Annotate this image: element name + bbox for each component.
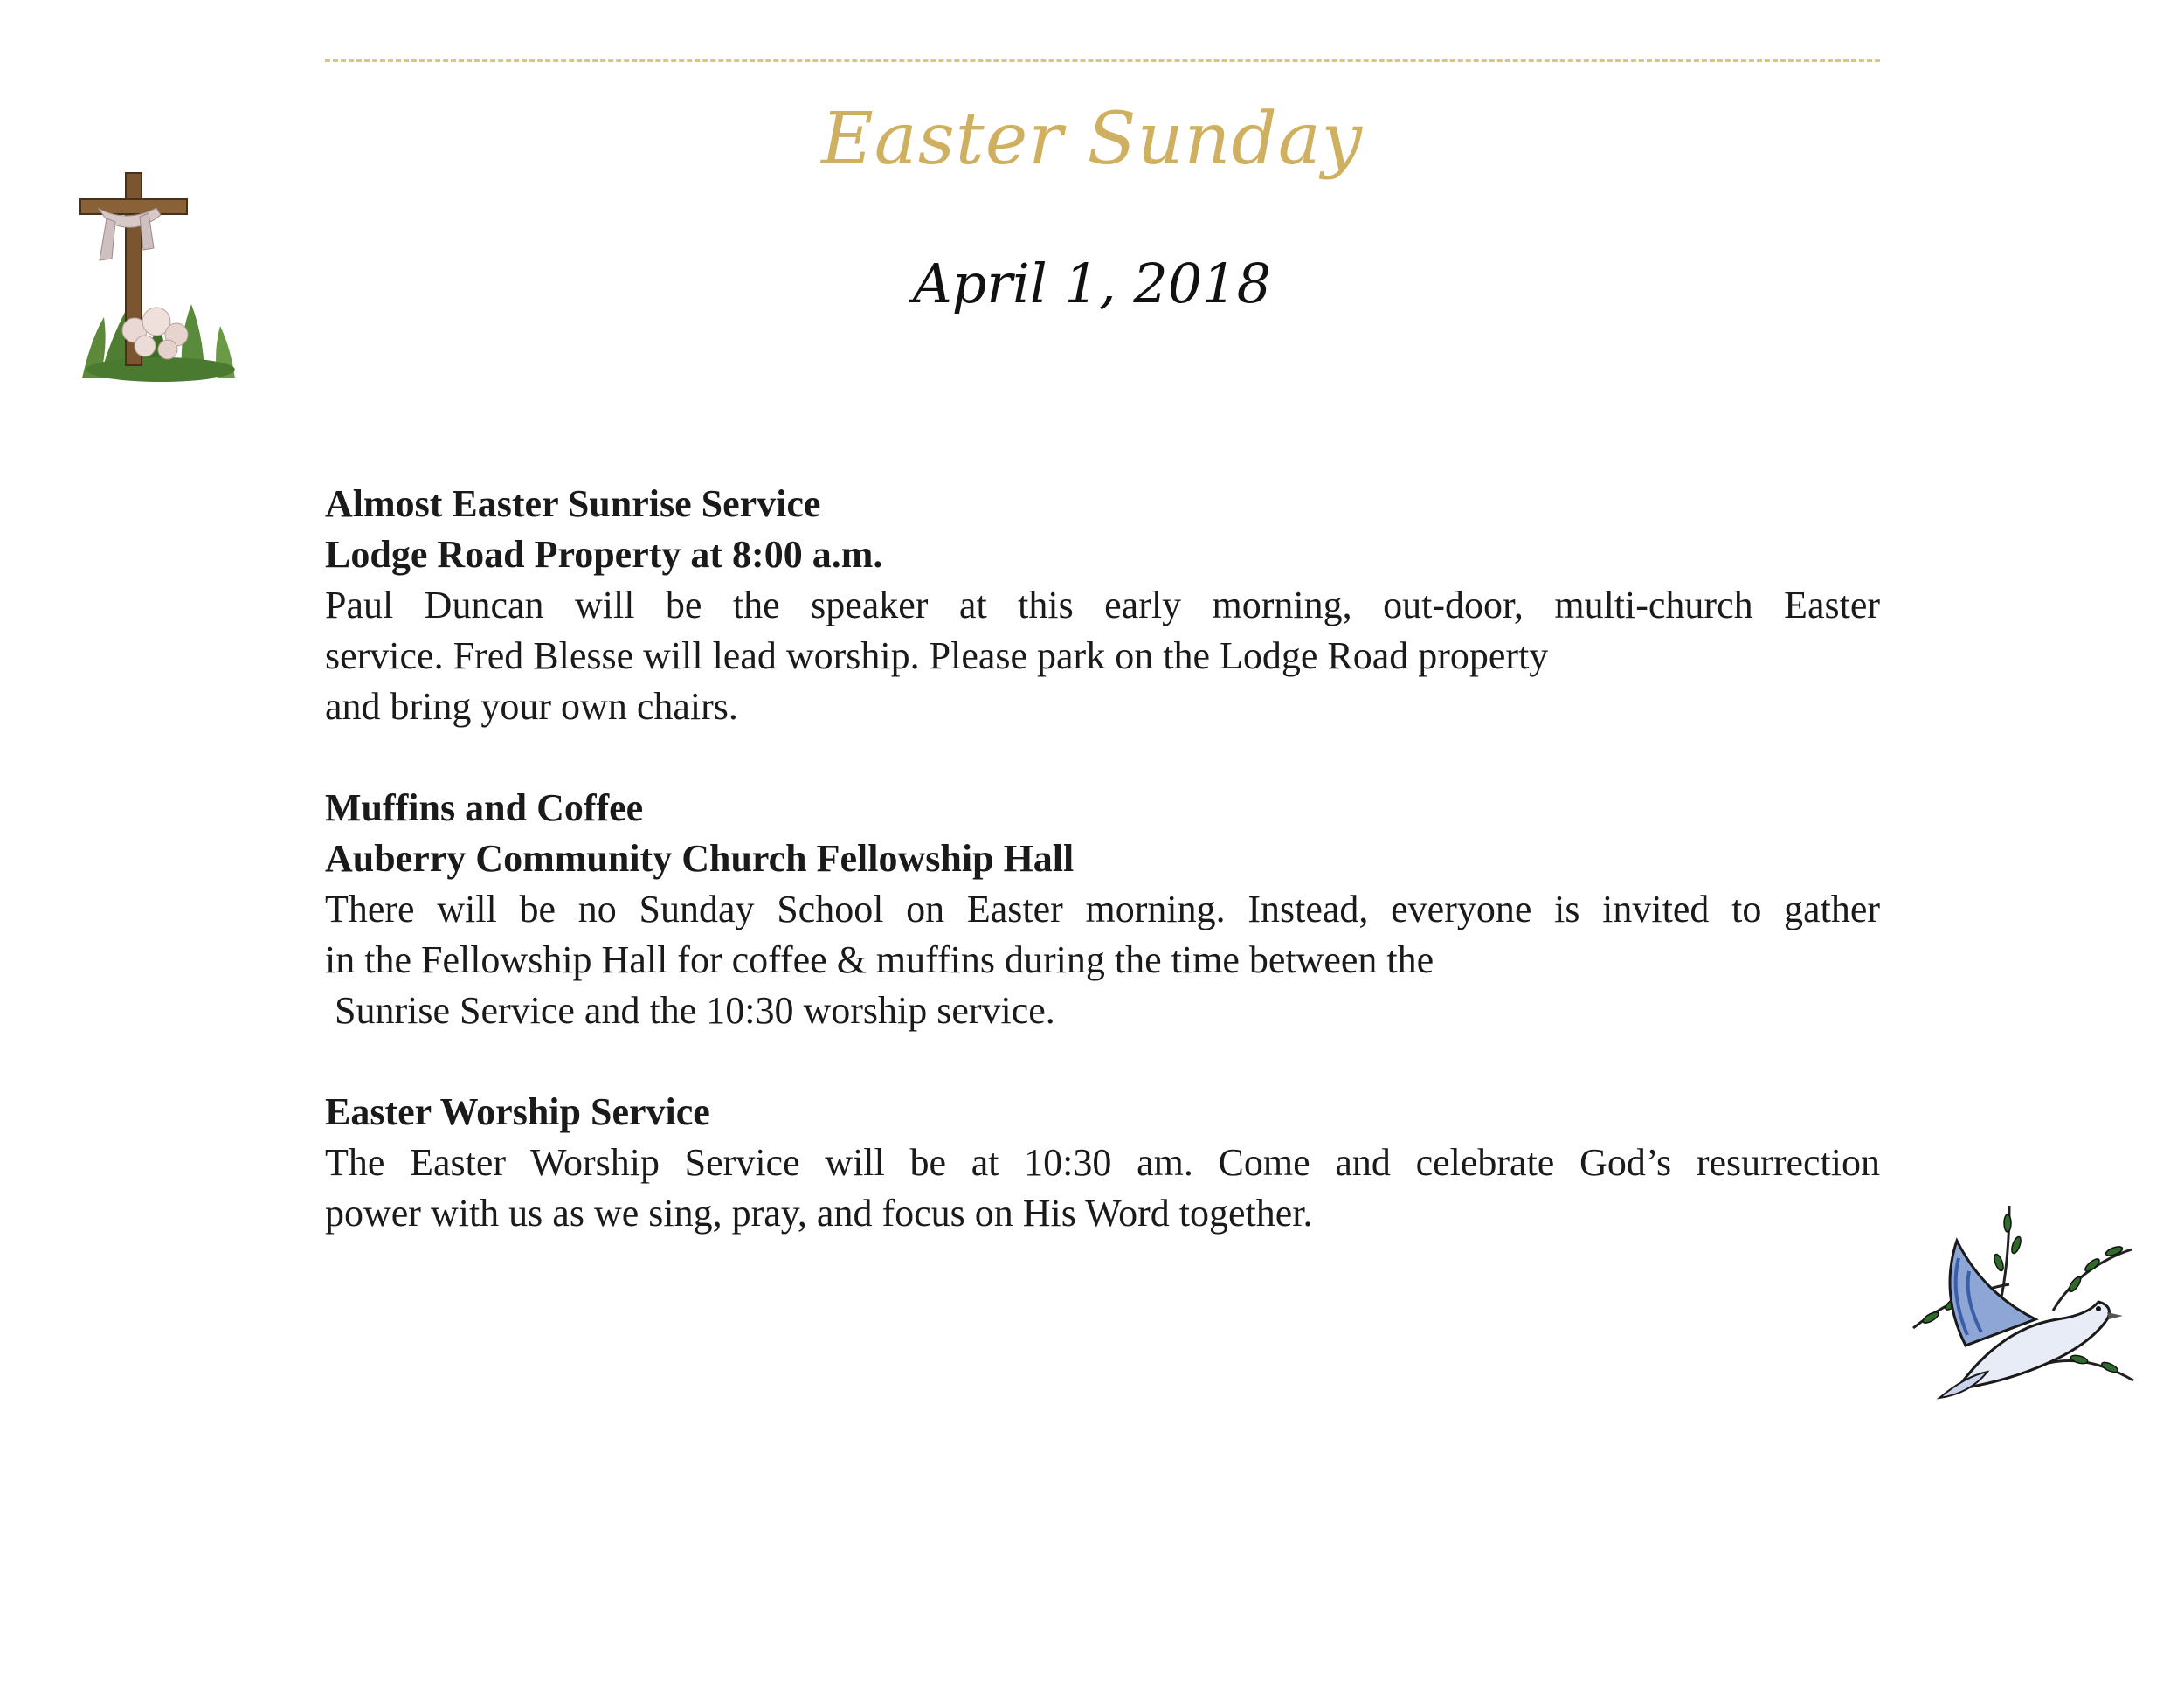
sunrise-service-section — [325, 479, 1880, 732]
worship-service-section — [325, 1087, 1880, 1239]
cross-illustration — [73, 164, 248, 383]
section-heading — [325, 783, 1880, 884]
heading-line: Muffins and Coffee — [325, 786, 644, 829]
body-line: and bring your own chairs. — [325, 685, 738, 728]
page-title: Easter Sunday — [820, 98, 1364, 181]
announcements — [325, 479, 1880, 1290]
body-line: service. Fred Blesse will lead worship. Please park on the Lodge Road property — [325, 634, 1549, 677]
body-line: There will be no Sunday School on Easter morning. Instead, everyone is invited to gather — [325, 888, 1880, 930]
body-line: power with us as we sing, pray, and focus on His Word together. — [325, 1192, 1313, 1235]
section-heading — [325, 479, 1880, 580]
heading-line: Almost Easter Sunrise Service — [325, 482, 821, 525]
section-heading — [325, 1087, 1880, 1138]
dove-illustration — [1904, 1188, 2140, 1424]
heading-line: Easter Worship Service — [325, 1090, 710, 1133]
section-body — [325, 580, 1880, 732]
body-line: Paul Duncan will be the speaker at this early morning, out-door, multi-church Easter — [325, 584, 1880, 626]
heading-line: Auberry Community Church Fellowship Hall — [325, 837, 1075, 880]
muffins-coffee-section — [325, 783, 1880, 1036]
heading-line: Lodge Road Property at 8:00 a.m. — [325, 533, 883, 576]
event-date: April 1, 2018 — [912, 252, 1272, 315]
body-line: in the Fellowship Hall for coffee & muffins during the time between the — [325, 938, 1434, 981]
top-dashed-rule — [325, 59, 1880, 62]
section-body — [325, 1138, 1880, 1239]
body-line: Sunrise Service and the 10:30 worship service. — [325, 989, 1055, 1032]
section-body — [325, 884, 1880, 1036]
body-line: The Easter Worship Service will be at 10:30 am. Come and celebrate God’s resurrection — [325, 1141, 1880, 1184]
